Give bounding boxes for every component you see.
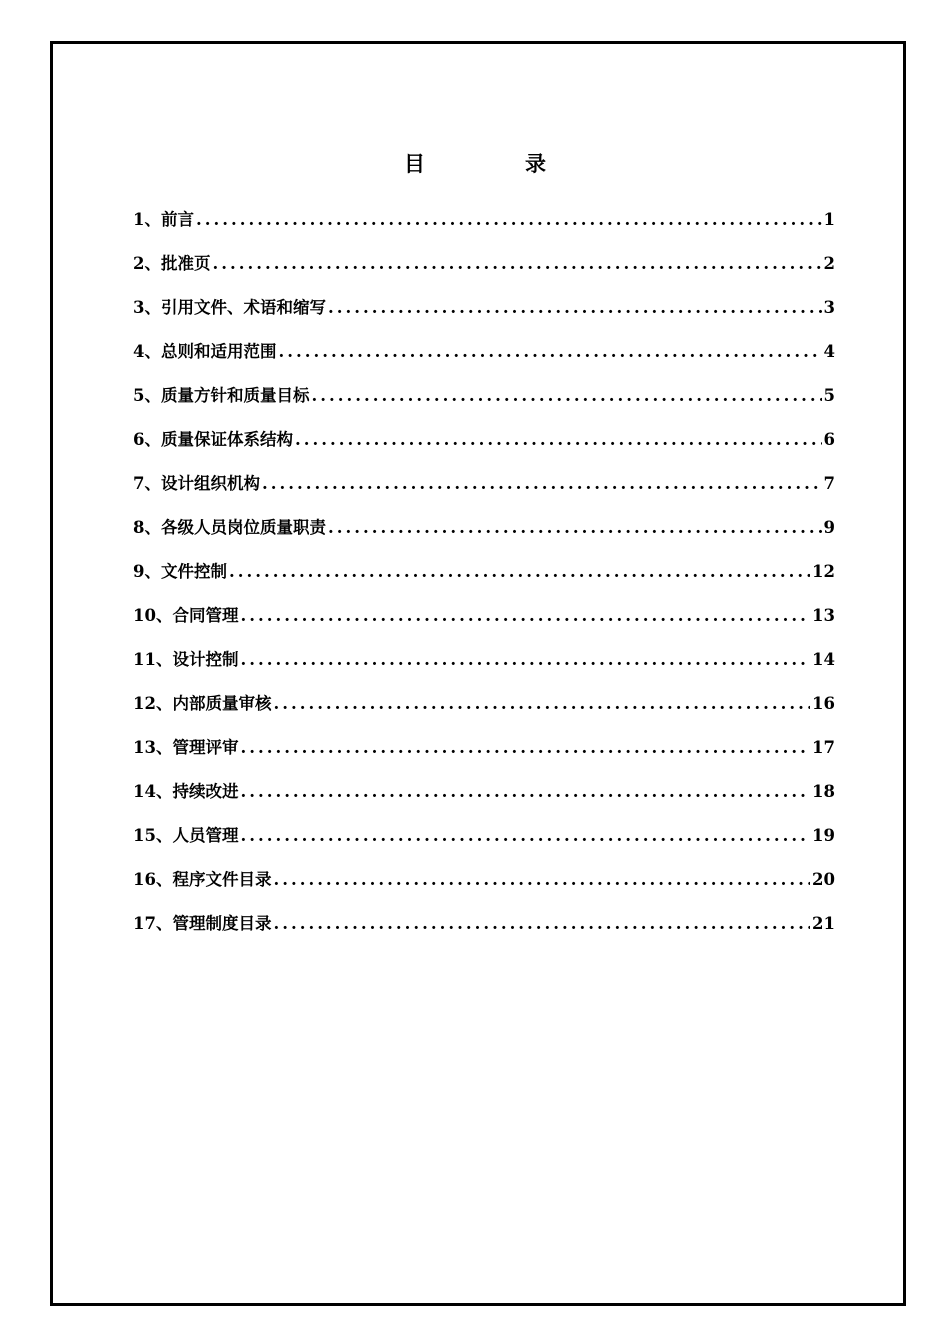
- toc-entry-label: 13、管理评审: [133, 738, 239, 757]
- toc-leader-dots: [240, 650, 810, 669]
- toc-leader-dots: [240, 782, 810, 801]
- toc-leader-dots: [196, 210, 822, 229]
- toc-leader-dots: [212, 254, 821, 273]
- toc-leader-dots: [311, 386, 821, 405]
- toc-entry-page: 12: [812, 562, 835, 581]
- toc-entry-page: 2: [823, 254, 835, 273]
- toc-leader-dots: [273, 694, 810, 713]
- toc-entry-page: 19: [812, 826, 835, 845]
- toc-entry-label: 10、合同管理: [133, 606, 239, 625]
- toc-entry-page: 18: [812, 782, 835, 801]
- toc-entry-label: 1、前言: [133, 210, 194, 229]
- toc-leader-dots: [240, 738, 810, 757]
- toc-entry-label: 14、持续改进: [133, 782, 239, 801]
- toc-entry-page: 13: [812, 606, 835, 625]
- toc-entry[interactable]: [133, 338, 835, 382]
- toc-entry[interactable]: [133, 866, 835, 910]
- toc-leader-dots: [262, 474, 822, 493]
- toc-title: [0, 148, 950, 178]
- toc-entry[interactable]: [133, 514, 835, 558]
- toc-entry-label: 8、各级人员岗位质量职责: [133, 518, 326, 537]
- toc-entry-label: 4、总则和适用范围: [133, 342, 277, 361]
- toc-entry-label: 3、引用文件、术语和缩写: [133, 298, 326, 317]
- toc-entry[interactable]: [133, 294, 835, 338]
- toc-entry-page: 4: [823, 342, 835, 361]
- toc-entry-page: 16: [812, 694, 835, 713]
- toc-entry-label: 9、文件控制: [133, 562, 227, 581]
- toc-entry[interactable]: [133, 822, 835, 866]
- toc-entry-page: 21: [812, 914, 835, 933]
- toc-entry-page: 9: [823, 518, 835, 537]
- toc-entry[interactable]: [133, 426, 835, 470]
- toc-entry[interactable]: [133, 250, 835, 294]
- toc-leader-dots: [240, 826, 810, 845]
- toc-entry[interactable]: [133, 382, 835, 426]
- toc-title-part-1: 目: [404, 151, 425, 176]
- toc-entry-label: 2、批准页: [133, 254, 211, 273]
- toc-entry[interactable]: [133, 206, 835, 250]
- toc-leader-dots: [229, 562, 810, 581]
- toc-entry[interactable]: [133, 602, 835, 646]
- toc-entry-label: 16、程序文件目录: [133, 870, 272, 889]
- toc-entry[interactable]: [133, 734, 835, 778]
- toc-entry[interactable]: [133, 646, 835, 690]
- toc-entry-label: 6、质量保证体系结构: [133, 430, 293, 449]
- toc-entry[interactable]: [133, 910, 835, 954]
- toc-leader-dots: [328, 518, 822, 537]
- toc-entry-label: 17、管理制度目录: [133, 914, 272, 933]
- toc-entry-label: 5、质量方针和质量目标: [133, 386, 310, 405]
- toc-entry-label: 7、设计组织机构: [133, 474, 260, 493]
- toc-entry-label: 15、人员管理: [133, 826, 239, 845]
- toc-leader-dots: [328, 298, 822, 317]
- toc-title-part-2: 录: [525, 151, 546, 176]
- toc-entry-label: 11、设计控制: [133, 650, 239, 669]
- toc-entry[interactable]: [133, 470, 835, 514]
- toc-leader-dots: [278, 342, 821, 361]
- toc-entry-page: 5: [823, 386, 835, 405]
- toc-entry-page: 20: [812, 870, 835, 889]
- toc-entry-page: 14: [812, 650, 835, 669]
- toc-entry-page: 6: [823, 430, 835, 449]
- toc-entry-page: 17: [812, 738, 835, 757]
- toc-leader-dots: [240, 606, 810, 625]
- toc-entry[interactable]: [133, 690, 835, 734]
- toc-entry-page: 1: [823, 210, 835, 229]
- toc-entry-page: 7: [823, 474, 835, 493]
- toc-entry-label: 12、内部质量审核: [133, 694, 272, 713]
- toc-leader-dots: [273, 914, 810, 933]
- toc-entry[interactable]: [133, 778, 835, 822]
- toc-entry-page: 3: [823, 298, 835, 317]
- toc-list: [133, 206, 835, 954]
- toc-leader-dots: [295, 430, 822, 449]
- toc-entry[interactable]: [133, 558, 835, 602]
- toc-leader-dots: [273, 870, 810, 889]
